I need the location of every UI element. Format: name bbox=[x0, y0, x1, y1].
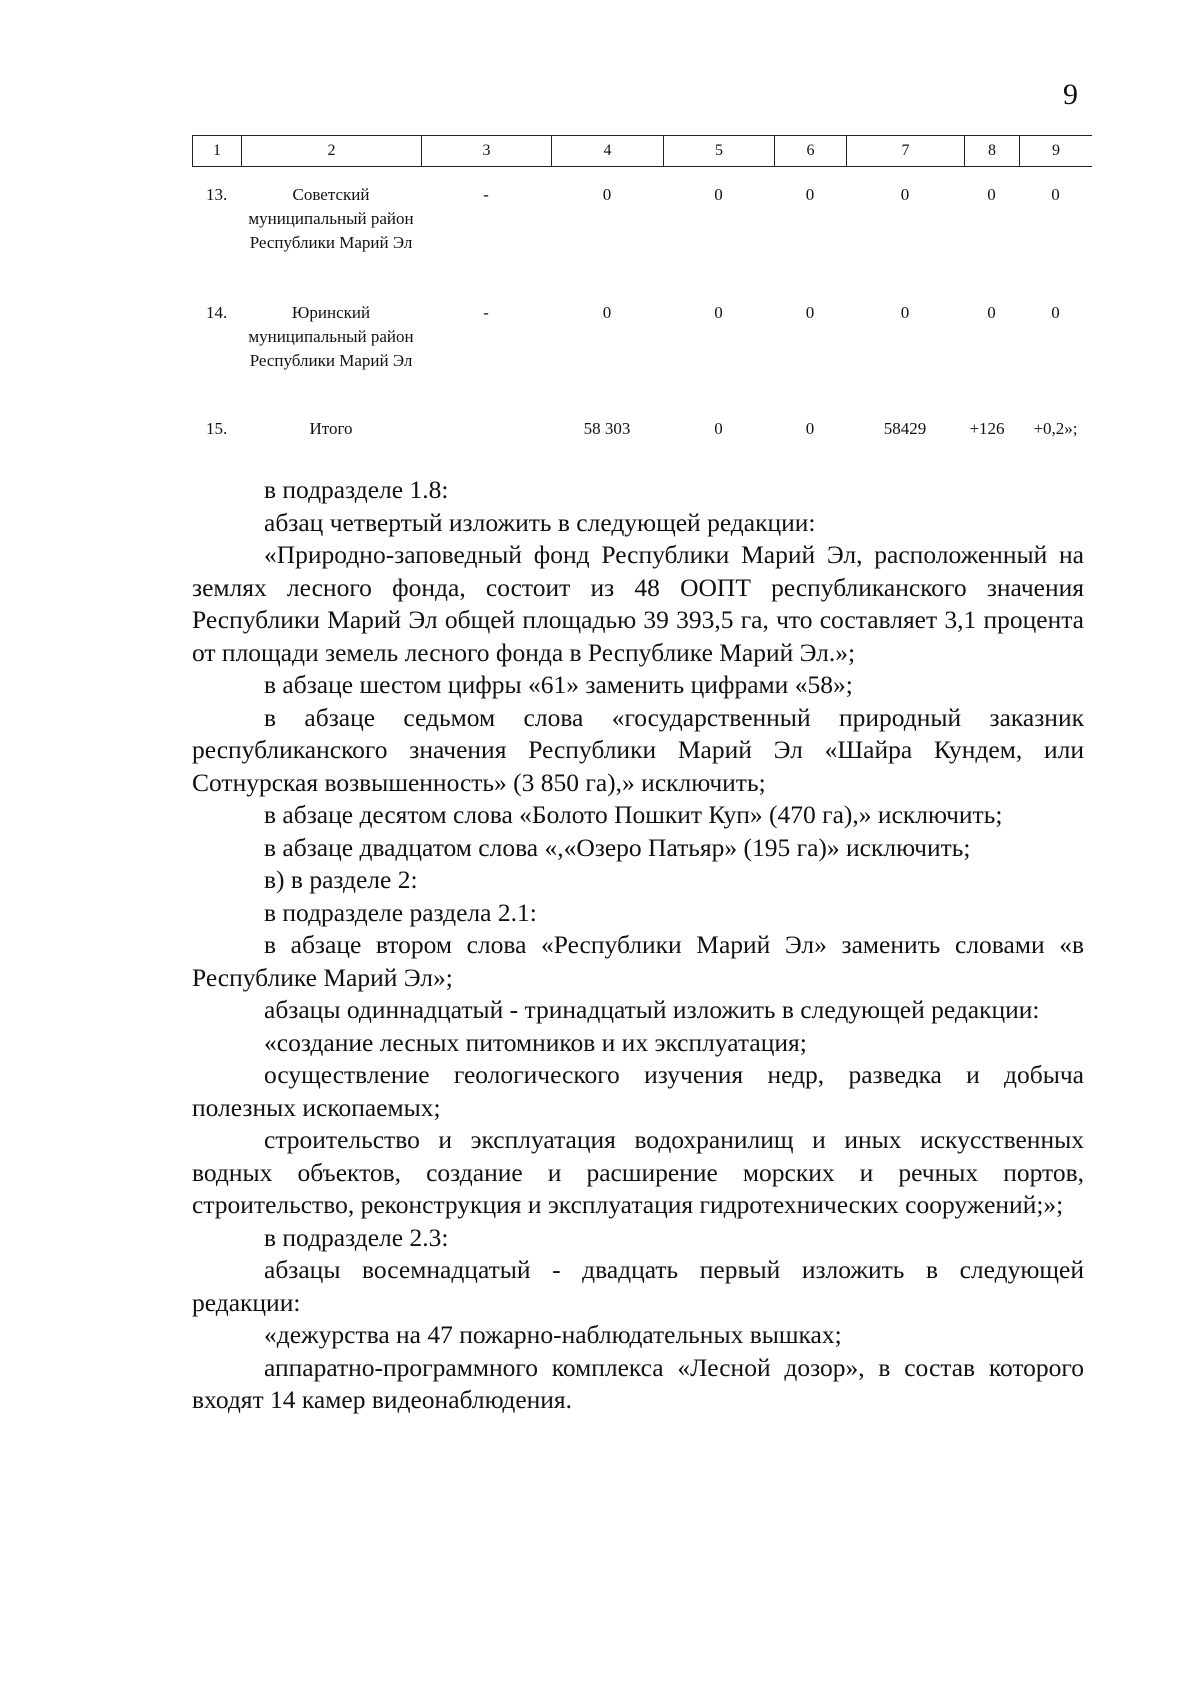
table-header bbox=[192, 135, 1092, 167]
paragraph: абзацы одиннадцатый - тринадцатый изложить в следующей редакции: bbox=[264, 995, 1040, 1024]
paragraph: в абзаце десятом слова «Болото Пошкит Куп» (470 га),» исключить; bbox=[264, 800, 1003, 829]
paragraph: «дежурства на 47 пожарно-наблюдательных вышках; bbox=[264, 1320, 842, 1349]
paragraph: «создание лесных питомников и их эксплуатация; bbox=[264, 1027, 807, 1057]
paragraph: «Природно-заповедный фонд Республики Марий Эл, расположенный на землях лесного фонда, состоит из 48 ООПТ республиканского значения Республики Марий Эл общей площадью 39 393,5 га, что составляет 3,1 процента от площади земель лесного фонда в Республике Марий Эл.»; bbox=[192, 540, 1084, 667]
row-col5: 0 bbox=[714, 185, 723, 204]
paragraph: в подразделе раздела 2.1: bbox=[264, 897, 537, 927]
row-col6: 0 bbox=[805, 303, 815, 322]
header-cell-6: 6 bbox=[774, 136, 846, 166]
header-cell-7: 7 bbox=[846, 136, 964, 166]
row-col7: 0 bbox=[900, 185, 910, 204]
header-cell-8: 8 bbox=[964, 136, 1019, 166]
row-name: Советский муниципальный район Республики Марий Эл bbox=[248, 185, 414, 252]
row-name: Юринский муниципальный район Республики Марий Эл bbox=[248, 303, 414, 370]
row-col4: 0 bbox=[602, 185, 612, 204]
row-col9: +0,2»; bbox=[1033, 419, 1078, 438]
paragraph: в абзаце двадцатом слова «,«Озеро Патьяр» (195 га)» исключить; bbox=[264, 832, 971, 862]
row-col6: 0 bbox=[805, 419, 815, 438]
paragraph: осуществление геологического изучения недр, разведка и добыча полезных ископаемых; bbox=[192, 1060, 1084, 1122]
paragraph: аппаратно-программного комплекса «Лесной дозор», в состав которого входят 14 камер видеонаблюдения. bbox=[192, 1352, 1084, 1414]
row-col6: 0 bbox=[805, 185, 815, 204]
paragraph: в подразделе 1.8: bbox=[264, 475, 449, 504]
row-col8: 0 bbox=[987, 185, 996, 204]
row-col4: 58 303 bbox=[583, 419, 631, 438]
paragraph: в подразделе 2.3: bbox=[264, 1222, 449, 1252]
paragraph: абзац четвертый изложить в следующей редакции: bbox=[264, 507, 816, 537]
page-number: 9 bbox=[1063, 78, 1078, 111]
header-cell-4: 4 bbox=[551, 136, 663, 166]
paragraph: в абзаце седьмом слова «государственный природный заказник республиканского значения Республики Марий Эл «Шайра Кундем, или Сотнурская возвышенность» (3 850 га),» исключить; bbox=[192, 702, 1084, 797]
row-number: 13. bbox=[206, 185, 228, 204]
header-cell-5: 5 bbox=[663, 136, 774, 166]
row-col8: +126 bbox=[969, 419, 1005, 438]
header-cell-9: 9 bbox=[1019, 136, 1092, 166]
row-col3: - bbox=[483, 303, 489, 322]
row-col3: - bbox=[483, 185, 489, 204]
body-text bbox=[192, 474, 1084, 1417]
row-col7: 58429 bbox=[883, 419, 927, 438]
row-name: Итого bbox=[309, 419, 353, 438]
paragraph: абзацы восемнадцатый - двадцать первый изложить в следующей редакции: bbox=[192, 1255, 1084, 1317]
row-col5: 0 bbox=[714, 419, 723, 438]
header-cell-2: 2 bbox=[241, 136, 421, 166]
paragraph: в абзаце шестом цифры «61» заменить цифрами «58»; bbox=[264, 670, 853, 699]
row-number: 14. bbox=[206, 303, 228, 322]
header-cell-1: 1 bbox=[192, 136, 241, 166]
header-cell-3: 3 bbox=[421, 136, 551, 166]
row-col8: 0 bbox=[987, 303, 996, 322]
row-col9: 0 bbox=[1051, 185, 1060, 204]
row-col5: 0 bbox=[714, 303, 723, 322]
row-col4: 0 bbox=[602, 303, 612, 322]
paragraph: в абзаце втором слова «Республики Марий Эл» заменить словами «в Республике Марий Эл»; bbox=[192, 930, 1084, 992]
paragraph: в) в разделе 2: bbox=[264, 865, 418, 894]
paragraph: строительство и эксплуатация водохранилищ и иных искусственных водных объектов, создание и расширение морских и речных портов, строительство, реконструкция и эксплуатация гидротехнических сооружений;»; bbox=[192, 1125, 1084, 1219]
row-col9: 0 bbox=[1051, 303, 1060, 322]
row-col7: 0 bbox=[900, 303, 910, 322]
row-number: 15. bbox=[206, 419, 228, 438]
